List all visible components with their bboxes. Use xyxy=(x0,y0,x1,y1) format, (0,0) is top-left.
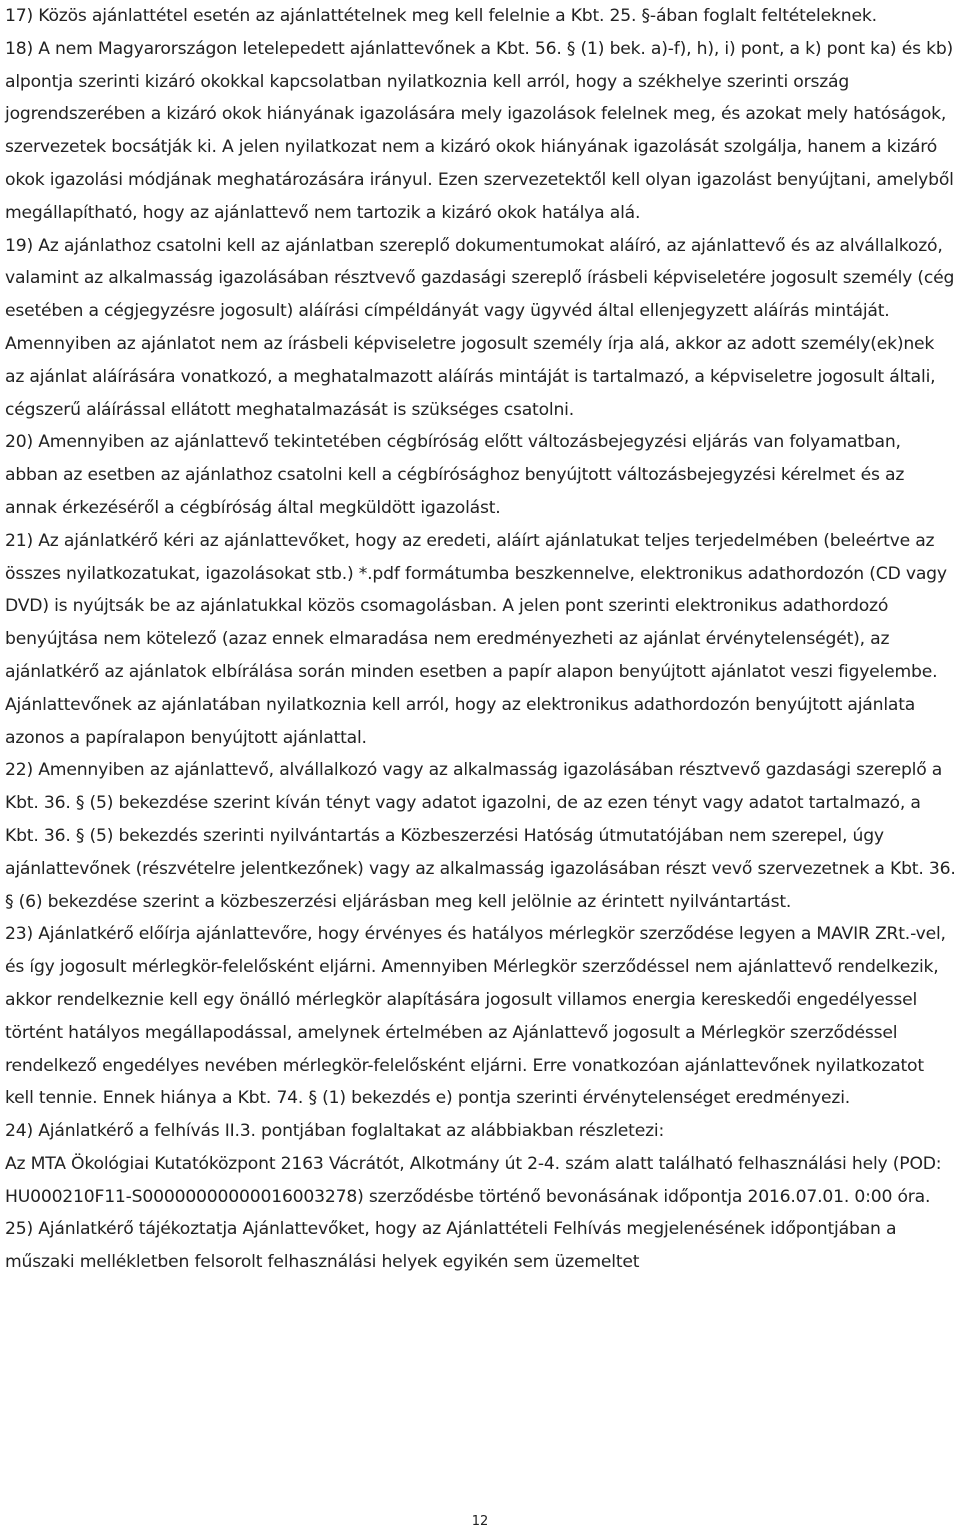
paragraph-19: 19) Az ajánlathoz csatolni kell az ajánlatban szereplő dokumentumokat aláíró, az ajánlattevő és az alvállalkozó, valamint az alkalmasság igazolásában résztvevő gazdasági szereplő írásbeli képviseletére jogosult személy (cég esetében a cégjegyzésre jogosult) aláírási címpéldányát vagy ügyvéd által ellenjegyzett aláírás mintáját. Amennyiben az ajánlatot nem az írásbeli képviseletre jogosult személy írja alá, akkor az adott személy(ek)nek az ajánlat aláírására vonatkozó, a meghatalmazott aláírás mintáját is tartalmazó, a képviseletre jogosult általi, cégszerű aláírással ellátott meghatalmazását is szükséges csatolni. xyxy=(5,235,955,420)
page-number: 12 xyxy=(471,1514,489,1529)
paragraph-17: 17) Közös ajánlattétel esetén az ajánlattételnek meg kell felelnie a Kbt. 25. §-ában foglalt feltételeknek. xyxy=(5,6,877,26)
paragraph-18: 18) A nem Magyarországon letelepedett ajánlattevőnek a Kbt. 56. § (1) bek. a)-f), h), i) pont, a k) pont ka) és kb) alpontja szerinti kizáró okokkal kapcsolatban nyilatkoznia kell arról, hogy a székhelye szerinti ország jogrendszerében a kizáró okok hiányának igazolására mely igazolások felelnek meg, és azokat mely hatóságok, szervezetek bocsátják ki. A jelen nyilatkozat nem a kizáró okok hiányának igazolását szolgálja, hanem a kizáró okok igazolási módjának meghatározására irányul. Ezen szervezetektől kell olyan igazolást benyújtani, amelyből megállapítható, hogy az ajánlattevő nem tartozik a kizáró okok hatálya alá. xyxy=(5,38,954,223)
paragraph-23: 23) Ajánlatkérő előírja ajánlattevőre, hogy érvényes és hatályos mérlegkör szerződése legyen a MAVIR ZRt.-vel, és így jogosult mérlegkör-felelősként eljárni. Amennyiben Mérlegkör szerződéssel nem ajánlattevő rendelkezik, akkor rendelkeznie kell egy önálló mérlegkör alapítására jogosult villamos energia kereskedői engedélyessel történt hatályos megállapodással, amelynek értelmében az Ajánlattevő jogosult a Mérlegkör szerződéssel rendelkező engedélyes nevében mérlegkör-felelősként eljárni. Erre vonatkozóan ajánlattevőnek nyilatkozatot kell tennie. Ennek hiánya a Kbt. 74. § (1) bekezdés e) pontja szerinti érvénytelenséget eredményezi. xyxy=(5,924,946,1109)
paragraph-24-detail: Az MTA Ökológiai Kutatóközpont 2163 Vácrátót, Alkotmány út 2-4. szám alatt található felhasználási hely (POD: HU000210F11-S00000000000016003278) szerződésbe történő bevonásának időpontja 2016.07.01. 0:00 óra. xyxy=(5,1153,942,1207)
paragraph-25: 25) Ajánlatkérő tájékoztatja Ajánlattevőket, hogy az Ajánlattételi Felhívás megjelenésének időpontjában a műszaki mellékletben felsorolt felhasználási helyek egyikén sem üzemeltet xyxy=(5,1219,897,1273)
paragraph-22: 22) Amennyiben az ajánlattevő, alvállalkozó vagy az alkalmasság igazolásában résztvevő gazdasági szereplő a Kbt. 36. § (5) bekezdése szerint kíván tényt vagy adatot igazolni, de az ezen tényt vagy adatot tartalmazó, a Kbt. 36. § (5) bekezdés szerinti nyilvántartás a Közbeszerzési Hatóság útmutatójában nem szerepel, úgy ajánlattevőnek (részvételre jelentkezőnek) vagy az alkalmasság igazolásában részt vevő szervezetnek a Kbt. 36. § (6) bekezdése szerint a közbeszerzési eljárásban meg kell jelölnie az érintett nyilvántartást. xyxy=(5,760,956,912)
paragraph-21: 21) Az ajánlatkérő kéri az ajánlattevőket, hogy az eredeti, aláírt ajánlatukat teljes terjedelmében (beleértve az összes nyilatkozatukat, igazolásokat stb.) *.pdf formátumba beszkennelve, elektronikus adathordozón (CD vagy DVD) is nyújtsák be az ajánlatukkal közös csomagolásban. A jelen pont szerinti elektronikus adathordozó benyújtása nem kötelező (azaz ennek elmaradása nem eredményezheti az ajánlat érvénytelenségét), az ajánlatkérő az ajánlatok elbírálása során minden esetben a papír alapon benyújtott ajánlatot veszi figyelembe. xyxy=(5,530,947,682)
paragraph-20: 20) Amennyiben az ajánlattevő tekintetében cégbíróság előtt változásbejegyzési eljárás van folyamatban, abban az esetben az ajánlathoz csatolni kell a cégbírósághoz benyújtott változásbejegyzési kérelmet és az annak érkezéséről a cégbíróság által megküldött igazolást. xyxy=(5,432,905,518)
paragraph-21-continuation: Ajánlattevőnek az ajánlatában nyilatkoznia kell arról, hogy az elektronikus adathordozón benyújtott ajánlata azonos a papíralapon benyújtott ajánlattal. xyxy=(5,694,916,748)
document-body xyxy=(5,0,957,1279)
paragraph-24: 24) Ajánlatkérő a felhívás II.3. pontjában foglaltakat az alábbiakban részletezi: xyxy=(5,1121,665,1142)
